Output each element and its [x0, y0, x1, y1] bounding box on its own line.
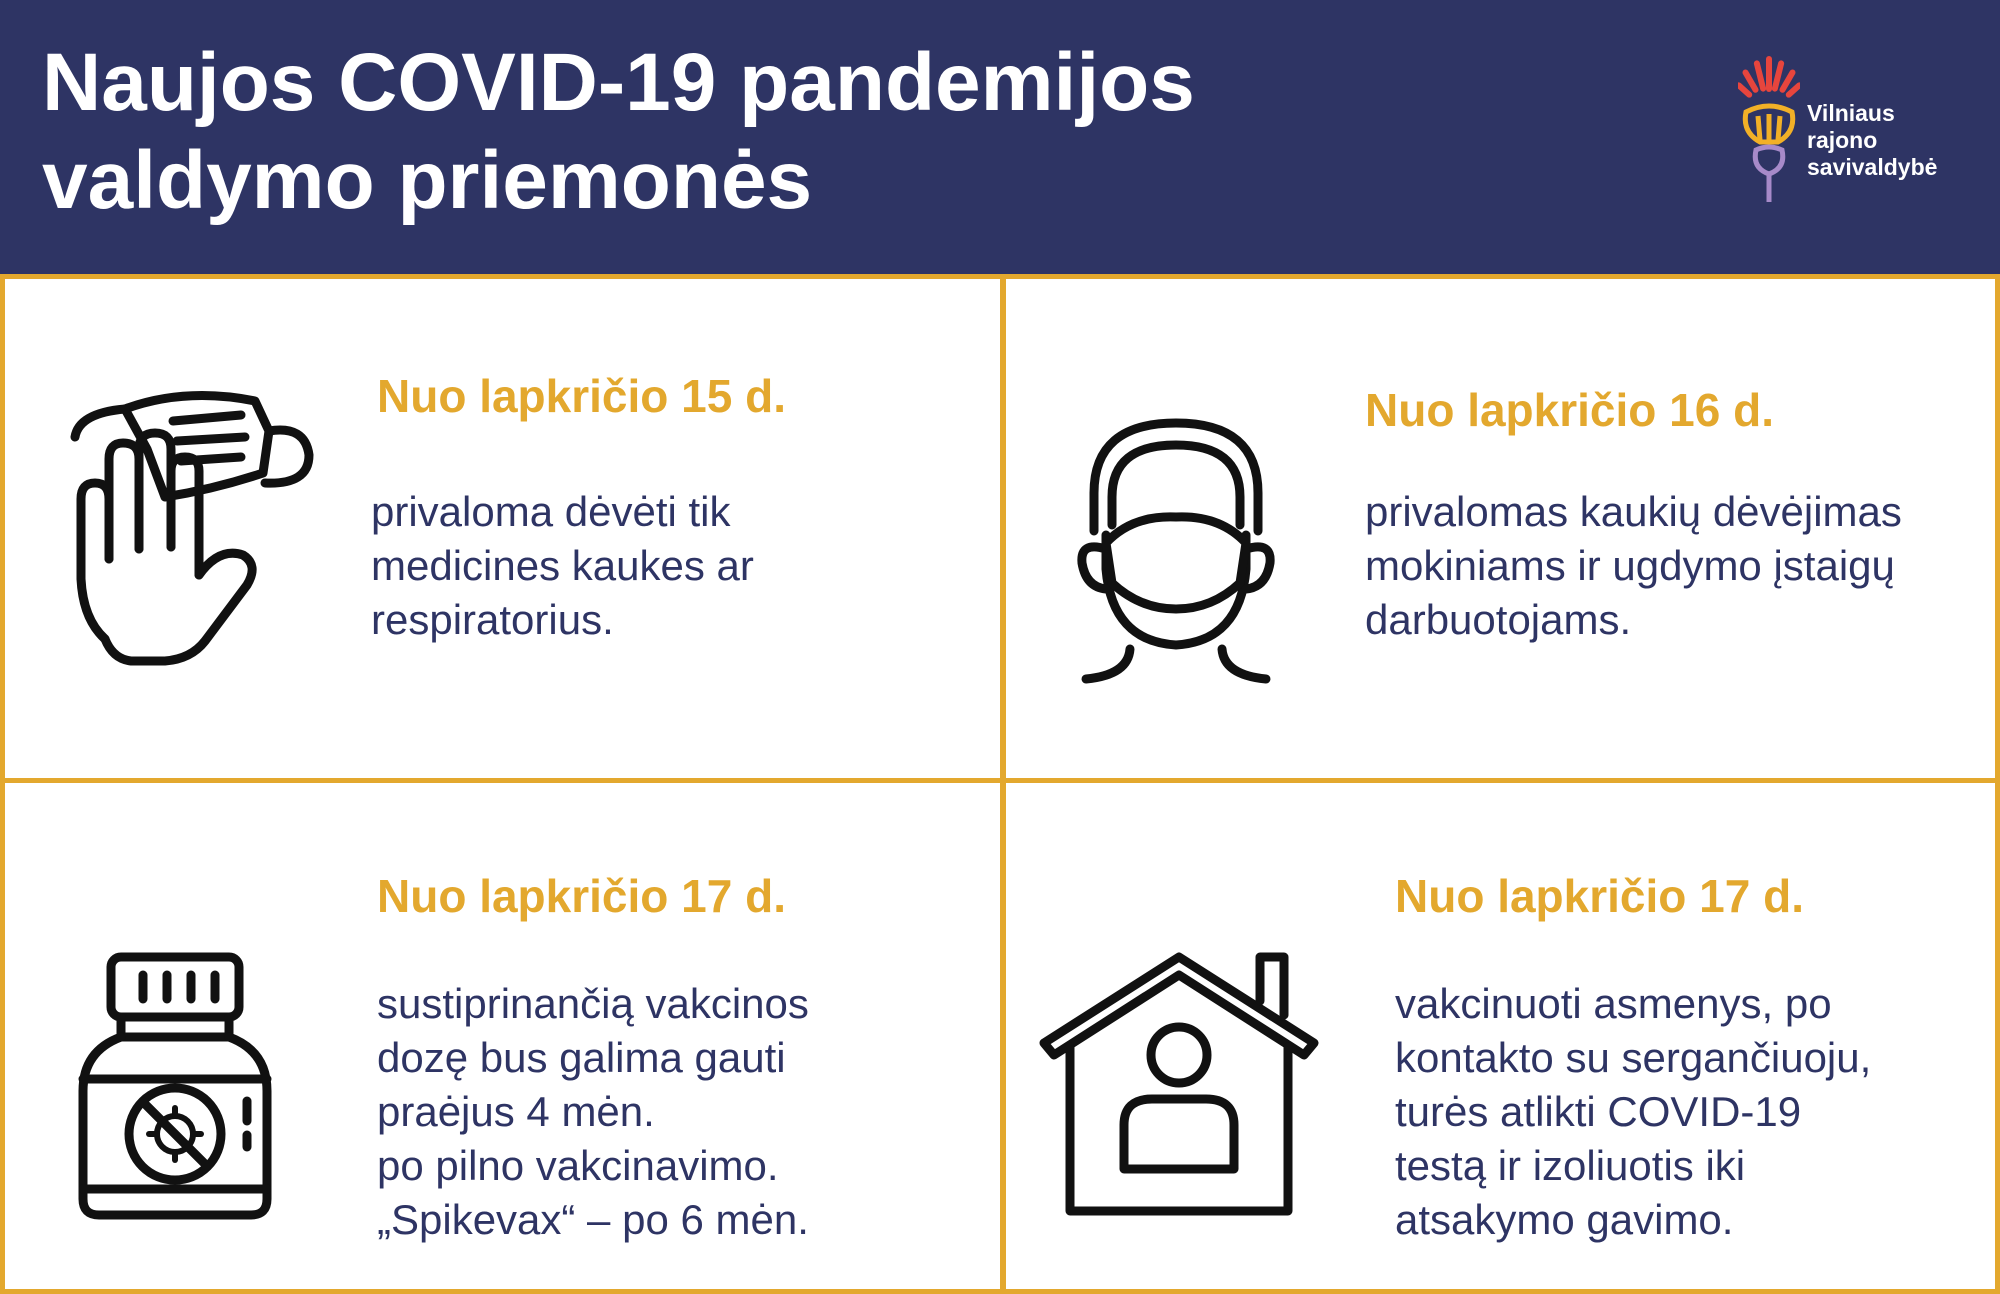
measure-description-line: kontakto su sergančiuoju,	[1395, 1034, 1872, 1081]
measure-description	[371, 485, 754, 647]
measure-card-nov17-isolation	[1001, 778, 2000, 1294]
hand-mask-icon	[55, 379, 355, 669]
measure-description-line: sustiprinančią vakcinos	[377, 980, 809, 1027]
header-banner	[0, 0, 2000, 274]
measure-description-line: atsakymo gavimo.	[1395, 1196, 1734, 1243]
measure-description-line: medicines kaukes ar	[371, 542, 754, 589]
measure-card-nov16	[1001, 274, 2000, 784]
measure-description-line: privaloma dėvėti tik	[371, 488, 731, 535]
face-mask-icon	[1072, 413, 1282, 693]
measure-description-line: testą ir izoliuotis iki	[1395, 1142, 1746, 1189]
municipality-logo	[1738, 56, 1978, 206]
home-isolation-icon	[1034, 947, 1324, 1217]
logo-text-line: rajono	[1807, 127, 1878, 153]
logo-text-line: Vilniaus	[1807, 100, 1895, 126]
measure-description	[1365, 485, 1902, 647]
measure-description-line: turės atlikti COVID-19	[1395, 1088, 1802, 1135]
measure-description-line: mokiniams ir ugdymo įstaigų	[1365, 542, 1895, 589]
measure-date: Nuo lapkričio 15 d.	[377, 370, 786, 422]
measure-description-line: po pilno vakcinavimo.	[377, 1142, 779, 1189]
measure-description-line: dozę bus galima gauti	[377, 1034, 786, 1081]
logo-text	[1807, 100, 1937, 181]
measure-description-line: privalomas kaukių dėvėjimas	[1365, 488, 1902, 535]
measure-description-line: praėjus 4 mėn.	[377, 1088, 655, 1135]
measure-description	[1395, 977, 1871, 1247]
measure-date: Nuo lapkričio 17 d.	[377, 870, 786, 922]
measure-description-line: respiratorius.	[371, 596, 614, 643]
logo-text-line: savivaldybė	[1807, 154, 1938, 180]
measure-date: Nuo lapkričio 16 d.	[1365, 384, 1774, 436]
page-title-line: valdymo priemonės	[42, 135, 813, 226]
measure-date: Nuo lapkričio 17 d.	[1395, 870, 1804, 922]
logo-emblem-icon	[1738, 56, 1800, 206]
measure-description-line: „Spikevax“ – po 6 mėn.	[377, 1196, 809, 1243]
measure-description-line: vakcinuoti asmenys, po	[1395, 980, 1832, 1027]
vaccine-bottle-icon	[75, 951, 275, 1221]
page-title-line: Naujos COVID-19 pandemijos	[42, 37, 1195, 128]
measure-card-nov15	[0, 274, 1005, 784]
measure-description-line: darbuotojams.	[1365, 596, 1632, 643]
page-title	[42, 34, 1195, 230]
measure-description	[377, 977, 809, 1247]
measure-card-nov17-vaccine	[0, 778, 1005, 1294]
